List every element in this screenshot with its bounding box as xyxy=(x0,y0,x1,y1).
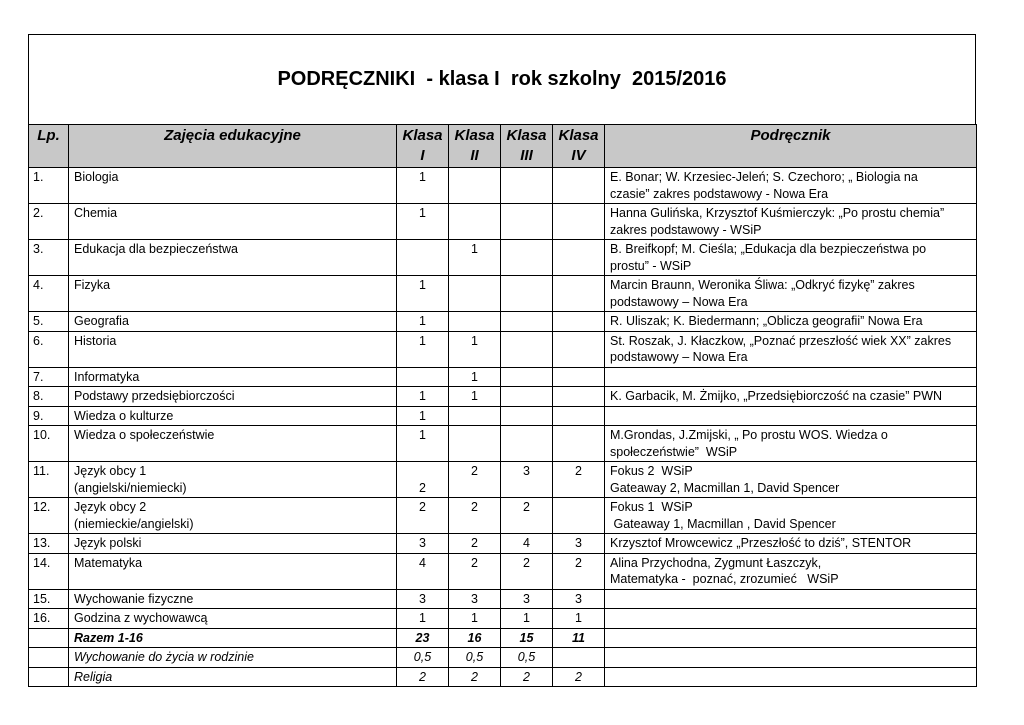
cell-klasa-2: 2 xyxy=(449,462,501,498)
table-row xyxy=(29,534,977,554)
header-klasa-3-word: Klasa xyxy=(506,127,547,144)
cell-klasa-1: 4 xyxy=(397,553,449,589)
cell-lp: 4. xyxy=(29,276,69,312)
cell-book-line: Gateaway 1, Macmillan , David Spencer xyxy=(610,516,836,531)
cell-book-line: Hanna Gulińska, Krzysztof Kuśmierczyk: „Po prostu chemia” xyxy=(610,206,945,220)
cell-subject-line: Podstawy przedsiębiorczości xyxy=(74,389,235,403)
cell-subject-line: Religia xyxy=(74,669,113,684)
table-row xyxy=(29,406,977,426)
cell-klasa-3 xyxy=(501,240,553,276)
cell-klasa-2 xyxy=(449,312,501,332)
cell-klasa-3: 4 xyxy=(501,534,553,554)
cell-klasa-1: 0,5 xyxy=(397,648,449,668)
table-row xyxy=(29,168,977,204)
cell-klasa-4 xyxy=(553,498,605,534)
cell-lp: 1. xyxy=(29,168,69,204)
cell-book-line xyxy=(610,610,971,627)
cell-subject-line: Razem 1-16 xyxy=(74,630,143,645)
cell-klasa-2: 1 xyxy=(449,367,501,387)
cell-klasa-3: 3 xyxy=(501,462,553,498)
table-row xyxy=(29,498,977,534)
textbook-table xyxy=(28,124,977,687)
cell-book-line: Matematyka - poznać, zrozumieć WSiP xyxy=(610,572,839,586)
cell-lp: 13. xyxy=(29,534,69,554)
cell-lp xyxy=(29,628,69,648)
cell-klasa-4 xyxy=(553,387,605,407)
cell-lp: 7. xyxy=(29,367,69,387)
cell-book xyxy=(605,553,977,589)
cell-book-line: społeczeństwie” WSiP xyxy=(610,444,738,459)
cell-book xyxy=(605,312,977,332)
table-row xyxy=(29,387,977,407)
cell-klasa-3 xyxy=(501,276,553,312)
cell-lp: 2. xyxy=(29,204,69,240)
cell-subject xyxy=(69,331,397,367)
cell-subject-line: Biologia xyxy=(74,170,119,184)
cell-klasa-4 xyxy=(553,367,605,387)
cell-book-line: K. Garbacik, M. Żmijko, „Przedsiębiorczość na czasie” PWN xyxy=(610,389,943,403)
cell-subject-line: Edukacja dla bezpieczeństwa xyxy=(74,242,238,256)
cell-subject-line: Informatyka xyxy=(74,369,140,384)
cell-klasa-2: 1 xyxy=(449,331,501,367)
cell-klasa-3: 0,5 xyxy=(501,648,553,668)
cell-klasa-2: 2 xyxy=(449,534,501,554)
cell-klasa-2: 2 xyxy=(449,498,501,534)
cell-book-line: Alina Przychodna, Zygmunt Łaszczyk, xyxy=(610,555,822,570)
cell-klasa-2 xyxy=(449,276,501,312)
cell-klasa-4: 2 xyxy=(553,553,605,589)
cell-klasa-4 xyxy=(553,168,605,204)
cell-lp: 14. xyxy=(29,553,69,589)
cell-klasa-1 xyxy=(397,240,449,276)
cell-klasa-1: 23 xyxy=(397,628,449,648)
cell-book-line: R. Uliszak; K. Biedermann; „Oblicza geografii” Nowa Era xyxy=(610,314,923,328)
cell-subject-line: Język polski xyxy=(74,536,142,550)
cell-klasa-3: 3 xyxy=(501,589,553,609)
cell-subject-line: Matematyka xyxy=(74,555,143,570)
cell-klasa-3: 2 xyxy=(501,498,553,534)
cell-klasa-4: 1 xyxy=(553,609,605,629)
header-klasa-1-num: I xyxy=(420,147,425,164)
cell-subject-line: Wychowanie fizyczne xyxy=(74,591,194,606)
cell-book xyxy=(605,628,977,648)
header-klasa-3 xyxy=(501,125,553,168)
table-row xyxy=(29,462,977,498)
cell-lp xyxy=(29,667,69,687)
cell-klasa-4 xyxy=(553,331,605,367)
cell-subject-line: Wiedza o społeczeństwie xyxy=(74,428,215,442)
cell-book xyxy=(605,168,977,204)
cell-subject-line: Wiedza o kulturze xyxy=(74,408,174,423)
header-klasa-4-word: Klasa xyxy=(558,127,599,144)
header-klasa-2 xyxy=(449,125,501,168)
cell-klasa-3 xyxy=(501,387,553,407)
cell-klasa-4 xyxy=(553,406,605,426)
cell-book xyxy=(605,240,977,276)
cell-book-line: Krzysztof Mrowcewicz „Przeszłość to dziś”, STENTOR xyxy=(610,536,912,550)
cell-klasa-3 xyxy=(501,312,553,332)
cell-book xyxy=(605,387,977,407)
table-row xyxy=(29,240,977,276)
cell-subject-line xyxy=(74,571,391,588)
cell-subject-line: Geografia xyxy=(74,314,129,328)
cell-subject-line: Język obcy 1 xyxy=(74,464,147,478)
header-book: Podręcznik xyxy=(605,125,977,168)
table-row xyxy=(29,648,977,668)
cell-subject xyxy=(69,498,397,534)
cell-book-line: podstawowy – Nowa Era xyxy=(610,350,748,364)
cell-klasa-2: 2 xyxy=(449,667,501,687)
cell-klasa-2: 3 xyxy=(449,589,501,609)
page-title: PODRĘCZNIKI - klasa I rok szkolny 2015/2016 xyxy=(277,68,727,90)
cell-lp: 11. xyxy=(29,462,69,498)
table-row xyxy=(29,628,977,648)
cell-lp: 10. xyxy=(29,426,69,462)
cell-subject-line: Godzina z wychowawcą xyxy=(74,611,208,625)
cell-book-line: prostu” - WSiP xyxy=(610,258,692,273)
cell-subject xyxy=(69,553,397,589)
cell-lp: 9. xyxy=(29,406,69,426)
cell-lp: 15. xyxy=(29,589,69,609)
cell-subject xyxy=(69,426,397,462)
cell-subject xyxy=(69,312,397,332)
table-row xyxy=(29,589,977,609)
cell-klasa-1 xyxy=(397,367,449,387)
document-sheet xyxy=(28,34,976,687)
cell-klasa-4 xyxy=(553,426,605,462)
cell-book-line: czasie” zakres podstawowy - Nowa Era xyxy=(610,186,829,201)
cell-klasa-2 xyxy=(449,426,501,462)
cell-klasa-4: 11 xyxy=(553,628,605,648)
cell-klasa-1: 1 xyxy=(397,387,449,407)
cell-subject xyxy=(69,667,397,687)
cell-klasa-3: 1 xyxy=(501,609,553,629)
cell-klasa-3: 15 xyxy=(501,628,553,648)
cell-subject-line: Historia xyxy=(74,333,117,348)
cell-book xyxy=(605,331,977,367)
table-row xyxy=(29,667,977,687)
cell-klasa-4 xyxy=(553,648,605,668)
cell-lp xyxy=(29,648,69,668)
cell-subject-line: Fizyka xyxy=(74,278,111,292)
cell-subject xyxy=(69,367,397,387)
cell-klasa-3: 2 xyxy=(501,667,553,687)
cell-klasa-1: 2 xyxy=(397,667,449,687)
cell-klasa-1: 1 xyxy=(397,312,449,332)
cell-klasa-4: 2 xyxy=(553,667,605,687)
cell-klasa-2: 1 xyxy=(449,387,501,407)
cell-book xyxy=(605,204,977,240)
cell-book-line: Gateaway 2, Macmillan 1, David Spencer xyxy=(610,480,840,495)
cell-subject xyxy=(69,534,397,554)
header-klasa-4 xyxy=(553,125,605,168)
cell-book-line: E. Bonar; W. Krzesiec-Jeleń; S. Czechoro; „ Biologia na xyxy=(610,170,918,184)
cell-book xyxy=(605,406,977,426)
cell-klasa-3 xyxy=(501,168,553,204)
cell-book xyxy=(605,589,977,609)
header-row xyxy=(29,125,977,168)
cell-klasa-1: 1 xyxy=(397,204,449,240)
cell-book xyxy=(605,667,977,687)
header-klasa-2-num: II xyxy=(470,147,479,164)
cell-book xyxy=(605,462,977,498)
cell-klasa-4 xyxy=(553,204,605,240)
cell-klasa-3 xyxy=(501,426,553,462)
cell-book xyxy=(605,609,977,629)
cell-klasa-1: 1 xyxy=(397,276,449,312)
cell-book-line: podstawowy – Nowa Era xyxy=(610,294,748,309)
cell-subject xyxy=(69,462,397,498)
cell-klasa-1: 2 xyxy=(397,462,449,498)
cell-subject xyxy=(69,387,397,407)
cell-klasa-2: 2 xyxy=(449,553,501,589)
cell-klasa-2: 1 xyxy=(449,609,501,629)
cell-subject xyxy=(69,406,397,426)
cell-subject-line: Chemia xyxy=(74,206,118,220)
header-klasa-1 xyxy=(397,125,449,168)
cell-book-line: Marcin Braunn, Weronika Śliwa: „Odkryć fizykę” zakres xyxy=(610,278,915,292)
cell-subject xyxy=(69,240,397,276)
cell-subject xyxy=(69,168,397,204)
cell-lp: 8. xyxy=(29,387,69,407)
cell-book-line xyxy=(610,630,971,647)
cell-subject xyxy=(69,648,397,668)
cell-subject xyxy=(69,589,397,609)
cell-klasa-4 xyxy=(553,276,605,312)
cell-book xyxy=(605,498,977,534)
cell-lp: 16. xyxy=(29,609,69,629)
cell-book-line: Fokus 2 WSiP xyxy=(610,464,693,478)
cell-klasa-1: 3 xyxy=(397,589,449,609)
cell-subject xyxy=(69,276,397,312)
cell-klasa-4: 3 xyxy=(553,589,605,609)
cell-klasa-3 xyxy=(501,367,553,387)
table-row xyxy=(29,609,977,629)
cell-lp: 6. xyxy=(29,331,69,367)
header-klasa-4-num: IV xyxy=(571,147,586,164)
cell-klasa-2 xyxy=(449,204,501,240)
cell-book-line xyxy=(610,669,971,686)
cell-klasa-1: 1 xyxy=(397,426,449,462)
cell-klasa-2 xyxy=(449,406,501,426)
cell-klasa-3 xyxy=(501,406,553,426)
cell-book-line: M.Grondas, J.Zmijski, „ Po prostu WOS. Wiedza o xyxy=(610,428,888,442)
cell-klasa-1: 1 xyxy=(397,168,449,204)
cell-book xyxy=(605,367,977,387)
cell-subject xyxy=(69,628,397,648)
cell-klasa-2: 16 xyxy=(449,628,501,648)
table-body xyxy=(29,168,977,687)
cell-book xyxy=(605,426,977,462)
cell-book-line: St. Roszak, J. Kłaczkow, „Poznać przeszłość wiek XX” zakres xyxy=(610,333,952,348)
cell-klasa-2: 0,5 xyxy=(449,648,501,668)
cell-book-line: B. Breifkopf; M. Cieśla; „Edukacja dla bezpieczeństwa po xyxy=(610,242,927,256)
table-row xyxy=(29,331,977,367)
table-row xyxy=(29,204,977,240)
cell-subject-line: (niemieckie/angielski) xyxy=(74,516,194,531)
cell-klasa-2: 1 xyxy=(449,240,501,276)
cell-klasa-1: 3 xyxy=(397,534,449,554)
header-lp: Lp. xyxy=(29,125,69,168)
cell-klasa-2 xyxy=(449,168,501,204)
cell-book-line xyxy=(610,369,971,386)
table-row xyxy=(29,276,977,312)
cell-klasa-1: 1 xyxy=(397,331,449,367)
header-klasa-1-word: Klasa xyxy=(402,127,443,144)
cell-klasa-3 xyxy=(501,331,553,367)
cell-klasa-3: 2 xyxy=(501,553,553,589)
table-row xyxy=(29,426,977,462)
cell-klasa-4 xyxy=(553,240,605,276)
cell-klasa-4 xyxy=(553,312,605,332)
header-klasa-2-word: Klasa xyxy=(454,127,495,144)
cell-book xyxy=(605,648,977,668)
cell-book xyxy=(605,534,977,554)
cell-subject-line: Wychowanie do życia w rodzinie xyxy=(74,650,254,664)
cell-klasa-1: 2 xyxy=(397,498,449,534)
cell-subject-line: (angielski/niemiecki) xyxy=(74,480,187,495)
cell-book-line: zakres podstawowy - WSiP xyxy=(610,222,762,237)
cell-klasa-4: 3 xyxy=(553,534,605,554)
header-subject: Zajęcia edukacyjne xyxy=(69,125,397,168)
cell-book xyxy=(605,276,977,312)
cell-book-line: Fokus 1 WSiP xyxy=(610,500,693,514)
cell-lp: 12. xyxy=(29,498,69,534)
cell-book-line xyxy=(610,591,971,608)
table-row xyxy=(29,367,977,387)
cell-klasa-3 xyxy=(501,204,553,240)
cell-klasa-1: 1 xyxy=(397,406,449,426)
table-row xyxy=(29,553,977,589)
cell-lp: 5. xyxy=(29,312,69,332)
cell-subject xyxy=(69,204,397,240)
cell-book-line xyxy=(610,408,971,425)
cell-klasa-1: 1 xyxy=(397,609,449,629)
cell-lp: 3. xyxy=(29,240,69,276)
cell-subject-line: Język obcy 2 xyxy=(74,500,147,514)
cell-book-line xyxy=(610,649,971,666)
cell-subject xyxy=(69,609,397,629)
table-row xyxy=(29,312,977,332)
cell-klasa-4: 2 xyxy=(553,462,605,498)
header-klasa-3-num: III xyxy=(520,147,533,164)
title-box xyxy=(28,34,976,124)
